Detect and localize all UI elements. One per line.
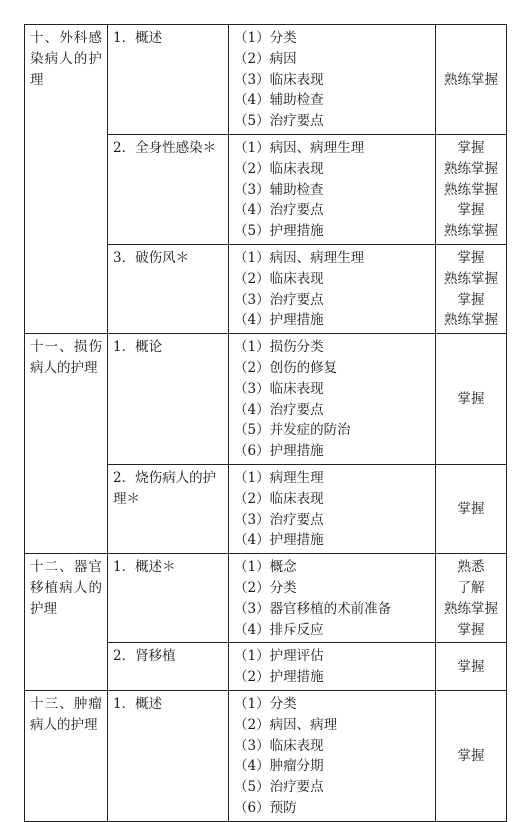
section-title: 十二、器官移植病人的护理 [25, 554, 108, 691]
requirement-level: 掌握 [436, 643, 507, 691]
list-item: （4）治疗要点 [234, 401, 324, 418]
section-title: 十、外科感染病人的护理 [25, 25, 108, 334]
list-item: （4）护理措施 [234, 312, 324, 329]
list-item: （4）辅助检查 [234, 92, 324, 109]
list-item: （3）治疗要点 [234, 291, 324, 308]
list-item: （1）分类 [234, 30, 297, 46]
list-item: （1）病理生理 [234, 469, 324, 486]
requirement-levels [436, 244, 507, 333]
topic-items [229, 334, 436, 465]
list-item: （2）临床表现 [234, 490, 324, 507]
list-item: （3）治疗要点 [234, 511, 324, 528]
topic-name: 2．肾移植 [108, 643, 229, 691]
requirement-levels [436, 554, 507, 643]
list-item: （2）病因 [234, 50, 297, 67]
topic-items [229, 244, 436, 333]
list-item: （5）并发症的防治 [234, 422, 351, 439]
requirement-levels [436, 134, 507, 244]
requirement-level: 掌握 [457, 139, 485, 156]
list-item: （5）治疗要点 [234, 779, 324, 796]
requirement-level: 熟练掌握 [444, 181, 498, 198]
topic-name: 1．概述 [108, 25, 229, 135]
table-row [25, 25, 507, 135]
list-item: （2）护理措施 [234, 669, 324, 686]
requirement-level: 掌握 [457, 249, 485, 266]
requirement-level: 掌握 [436, 334, 507, 465]
requirement-level: 熟练掌握 [444, 270, 498, 287]
topic-items [229, 134, 436, 244]
list-item: （1）分类 [234, 695, 297, 712]
topic-name: 2．全身性感染＊ [108, 134, 229, 244]
list-item: （6）护理措施 [234, 443, 324, 460]
list-item: （2）临床表现 [234, 160, 324, 177]
list-item: （2）临床表现 [234, 270, 324, 287]
topic-name: 2．烧伤病人的护理＊ [108, 464, 229, 553]
list-item: （3）临床表现 [234, 380, 324, 397]
list-item: （2）创伤的修复 [234, 359, 338, 376]
requirement-level: 熟练掌握 [436, 25, 507, 135]
requirement-level: 掌握 [457, 202, 485, 219]
list-item: （3）辅助检查 [234, 181, 324, 198]
requirement-level: 掌握 [436, 690, 507, 821]
topic-name: 1．概述 [108, 690, 229, 821]
table-row [25, 334, 507, 465]
topic-name: 1．概述＊ [108, 554, 229, 643]
requirement-level: 掌握 [457, 291, 485, 308]
table-row [25, 690, 507, 821]
topic-name: 1．概论 [108, 334, 229, 465]
topic-items [229, 554, 436, 643]
requirement-level: 熟悉 [457, 559, 485, 576]
topic-items [229, 464, 436, 553]
section-title: 十三、肿瘤病人的护理 [25, 690, 108, 821]
list-item: （5）治疗要点 [234, 113, 324, 130]
list-item: （4）治疗要点 [234, 202, 324, 219]
syllabus-table [24, 24, 507, 822]
list-item: （1）病因、病理生理 [234, 139, 365, 156]
list-item: （3）器官移植的术前准备 [234, 600, 392, 617]
requirement-level: 掌握 [457, 621, 485, 638]
list-item: （1）病因、病理生理 [234, 249, 365, 266]
topic-items [229, 25, 436, 135]
list-item: （3）临床表现 [234, 737, 324, 754]
list-item: （6）预防 [234, 799, 297, 816]
requirement-level: 熟练掌握 [444, 223, 498, 240]
requirement-level: 熟练掌握 [444, 312, 498, 329]
list-item: （2）分类 [234, 579, 297, 596]
list-item: （1）护理评估 [234, 648, 324, 665]
requirement-level: 熟练掌握 [444, 160, 498, 177]
list-item: （3）临床表现 [234, 71, 324, 88]
list-item: （5）护理措施 [234, 223, 324, 240]
requirement-level: 掌握 [436, 464, 507, 553]
list-item: （4）护理措施 [234, 532, 324, 549]
list-item: （2）病因、病理 [234, 716, 338, 733]
requirement-level: 了解 [457, 579, 485, 596]
table-row [25, 554, 507, 643]
topic-items [229, 643, 436, 691]
requirement-level: 熟练掌握 [444, 600, 498, 617]
topic-name: 3．破伤风＊ [108, 244, 229, 333]
list-item: （4）肿瘤分期 [234, 758, 324, 775]
list-item: （1）概念 [234, 559, 297, 576]
list-item: （4）排斥反应 [234, 621, 324, 638]
topic-items [229, 690, 436, 821]
list-item: （1）损伤分类 [234, 339, 324, 356]
section-title: 十一、损伤病人的护理 [25, 334, 108, 554]
